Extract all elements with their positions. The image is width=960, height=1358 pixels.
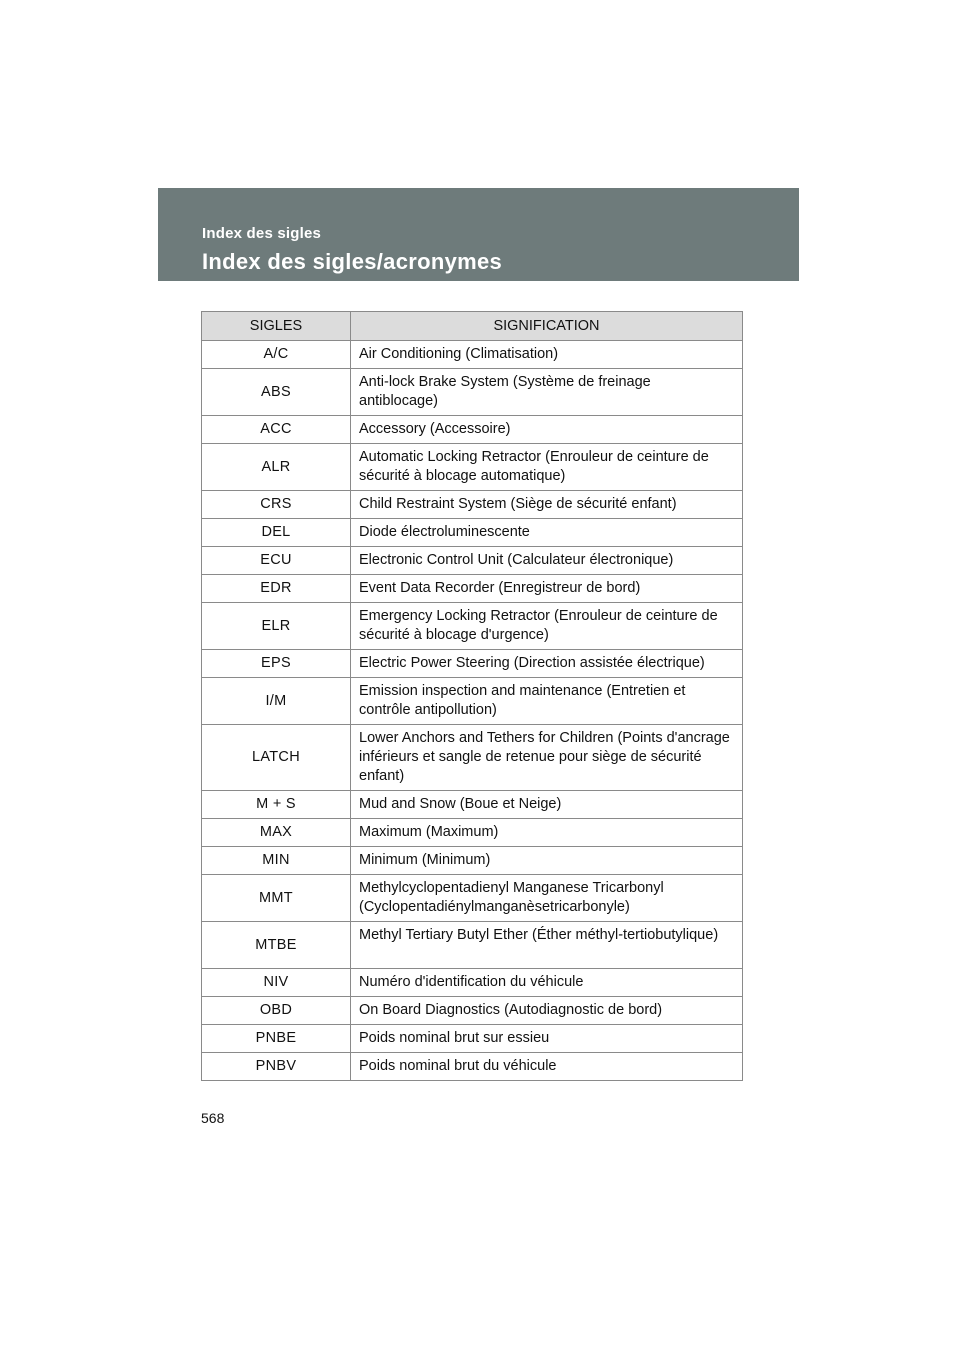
table-row bbox=[202, 819, 743, 847]
meaning-cell: Minimum (Minimum) bbox=[351, 847, 743, 875]
meaning-cell: Diode électroluminescente bbox=[351, 519, 743, 547]
meaning-cell: Lower Anchors and Tethers for Children (Points d'ancrage inférieurs et sangle de retenue pour siège de sécurité enfant) bbox=[351, 725, 743, 791]
acronym-cell: EPS bbox=[202, 650, 351, 678]
meaning-cell: Poids nominal brut du véhicule bbox=[351, 1053, 743, 1081]
table-row bbox=[202, 369, 743, 416]
meaning-cell: On Board Diagnostics (Autodiagnostic de bord) bbox=[351, 997, 743, 1025]
table-row bbox=[202, 678, 743, 725]
page-number: 568 bbox=[201, 1110, 225, 1126]
meaning-cell: Child Restraint System (Siège de sécurité enfant) bbox=[351, 491, 743, 519]
page-title: Index des sigles/acronymes bbox=[202, 249, 503, 274]
acronym-cell: MAX bbox=[202, 819, 351, 847]
table-row bbox=[202, 875, 743, 922]
acronym-cell: MTBE bbox=[202, 922, 351, 969]
table-row bbox=[202, 725, 743, 791]
table-row bbox=[202, 341, 743, 369]
acronym-cell: PNBV bbox=[202, 1053, 351, 1081]
table-row bbox=[202, 650, 743, 678]
table-row bbox=[202, 997, 743, 1025]
acronym-cell: MIN bbox=[202, 847, 351, 875]
meaning-cell: Methyl Tertiary Butyl Ether (Éther méthyl-tertiobutylique) bbox=[351, 922, 743, 969]
acronym-table bbox=[201, 311, 743, 1081]
meaning-cell: Event Data Recorder (Enregistreur de bord) bbox=[351, 575, 743, 603]
acronym-cell: NIV bbox=[202, 969, 351, 997]
meaning-cell: Mud and Snow (Boue et Neige) bbox=[351, 791, 743, 819]
table-row bbox=[202, 575, 743, 603]
table-row bbox=[202, 922, 743, 969]
table-row bbox=[202, 444, 743, 491]
column-header-signification: SIGNIFICATION bbox=[351, 312, 743, 341]
section-label: Index des sigles bbox=[202, 225, 322, 242]
meaning-cell: Poids nominal brut sur essieu bbox=[351, 1025, 743, 1053]
table-row bbox=[202, 491, 743, 519]
acronym-cell: ALR bbox=[202, 444, 351, 491]
table-row bbox=[202, 519, 743, 547]
table-row bbox=[202, 791, 743, 819]
table-row bbox=[202, 603, 743, 650]
table-row bbox=[202, 969, 743, 997]
table-header-row bbox=[202, 312, 743, 341]
acronym-cell: EDR bbox=[202, 575, 351, 603]
table-row bbox=[202, 547, 743, 575]
table-row bbox=[202, 416, 743, 444]
meaning-cell: Anti-lock Brake System (Système de freinage antiblocage) bbox=[351, 369, 743, 416]
acronym-cell: ABS bbox=[202, 369, 351, 416]
meaning-cell: Accessory (Accessoire) bbox=[351, 416, 743, 444]
meaning-cell: Electronic Control Unit (Calculateur électronique) bbox=[351, 547, 743, 575]
meaning-cell: Electric Power Steering (Direction assistée électrique) bbox=[351, 650, 743, 678]
acronym-cell: A/C bbox=[202, 341, 351, 369]
meaning-cell: Emission inspection and maintenance (Entretien et contrôle antipollution) bbox=[351, 678, 743, 725]
meaning-cell: Methylcyclopentadienyl Manganese Tricarbonyl (Cyclopentadiénylmanganèsetricarbonyle) bbox=[351, 875, 743, 922]
acronym-cell: ELR bbox=[202, 603, 351, 650]
table-row bbox=[202, 847, 743, 875]
acronym-cell: OBD bbox=[202, 997, 351, 1025]
column-header-sigles: SIGLES bbox=[202, 312, 351, 341]
acronym-cell: MMT bbox=[202, 875, 351, 922]
acronym-cell: I/M bbox=[202, 678, 351, 725]
header-band bbox=[158, 188, 799, 281]
meaning-cell: Automatic Locking Retractor (Enrouleur de ceinture de sécurité à blocage automatique) bbox=[351, 444, 743, 491]
acronym-cell: CRS bbox=[202, 491, 351, 519]
meaning-cell: Numéro d'identification du véhicule bbox=[351, 969, 743, 997]
acronym-cell: DEL bbox=[202, 519, 351, 547]
acronym-cell: ACC bbox=[202, 416, 351, 444]
meaning-cell: Maximum (Maximum) bbox=[351, 819, 743, 847]
table-row bbox=[202, 1025, 743, 1053]
table-row bbox=[202, 1053, 743, 1081]
acronym-cell: M + S bbox=[202, 791, 351, 819]
acronym-cell: LATCH bbox=[202, 725, 351, 791]
acronym-cell: ECU bbox=[202, 547, 351, 575]
acronym-cell: PNBE bbox=[202, 1025, 351, 1053]
meaning-cell: Emergency Locking Retractor (Enrouleur de ceinture de sécurité à blocage d'urgence) bbox=[351, 603, 743, 650]
meaning-cell: Air Conditioning (Climatisation) bbox=[351, 341, 743, 369]
